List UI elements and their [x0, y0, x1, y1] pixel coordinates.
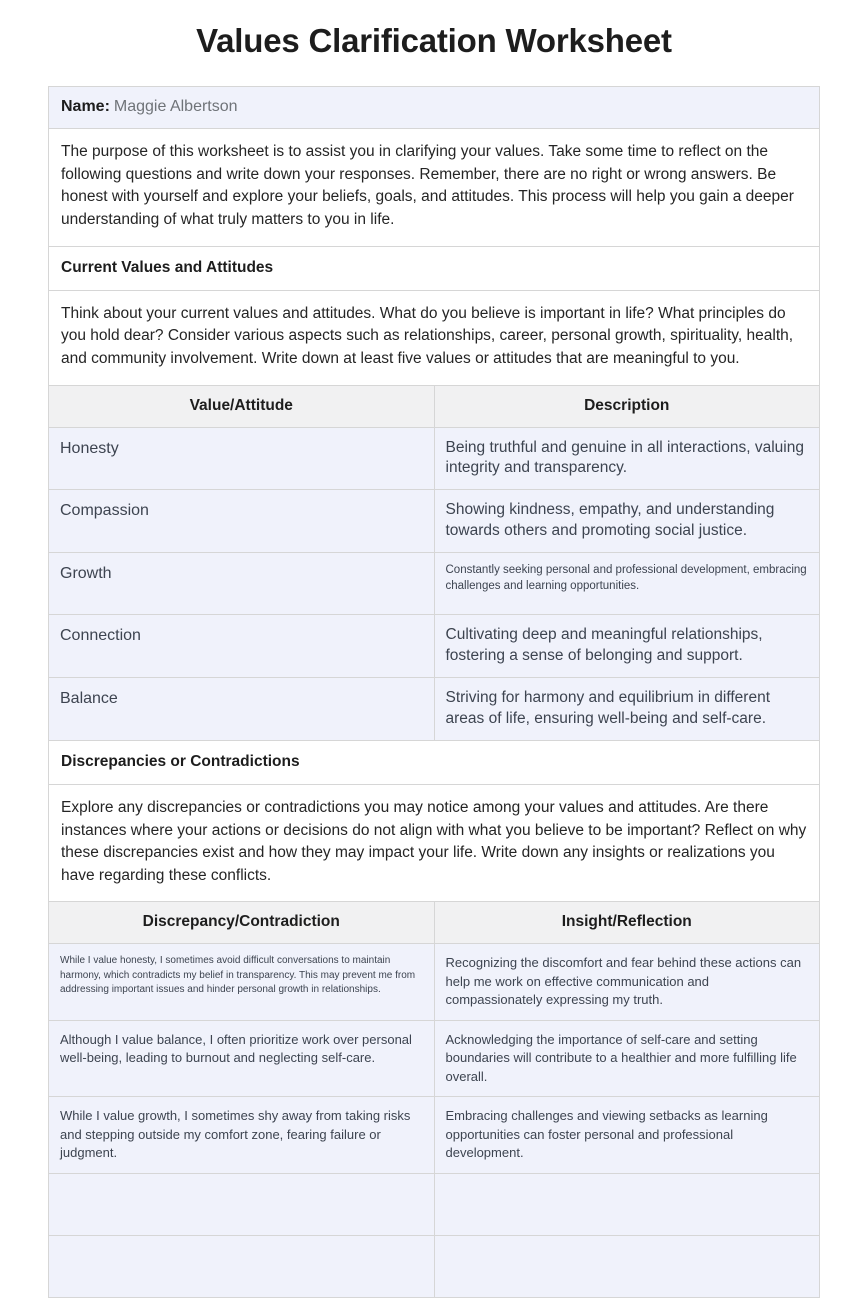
discrepancies-column-header-insight: Insight/Reflection [434, 902, 819, 944]
description-cell[interactable] [434, 490, 819, 553]
insight-cell[interactable] [434, 1173, 819, 1235]
value-cell[interactable] [49, 490, 434, 553]
insight-cell[interactable] [434, 1020, 819, 1096]
values-table [49, 386, 819, 741]
insight-text: Acknowledging the importance of self-care and setting boundaries will contribute to a healthier and more fulfilling life overall. [445, 1031, 797, 1084]
description-cell[interactable] [434, 615, 819, 678]
values-column-header-description: Description [434, 386, 819, 428]
table-row [49, 1235, 819, 1297]
name-row [49, 87, 819, 129]
value-cell[interactable] [49, 615, 434, 678]
worksheet-sheet [48, 86, 820, 1298]
section-heading-discrepancies: Discrepancies or Contradictions [49, 741, 819, 785]
intro-paragraph: The purpose of this worksheet is to assist you in clarifying your values. Take some time to reflect on the following questions and write down your responses. Remember, there are no right or wrong answers. Be honest with yourself and explore your beliefs, goals, and attitudes. This process will help you gain a deeper understanding of what truly matters to you in life. [49, 129, 819, 247]
table-row [49, 427, 819, 490]
description-cell[interactable] [434, 553, 819, 615]
value-cell[interactable] [49, 427, 434, 490]
discrepancy-cell[interactable] [49, 1020, 434, 1096]
discrepancies-table-header-row [49, 902, 819, 944]
discrepancy-cell[interactable] [49, 1235, 434, 1297]
table-row [49, 553, 819, 615]
page-title: Values Clarification Worksheet [196, 22, 672, 59]
insight-cell[interactable] [434, 1097, 819, 1173]
table-row [49, 1173, 819, 1235]
values-column-header-value: Value/Attitude [49, 386, 434, 428]
section-heading-current-values: Current Values and Attitudes [49, 247, 819, 291]
table-row [49, 490, 819, 553]
description-cell[interactable] [434, 427, 819, 490]
value-text: Balance [60, 690, 118, 708]
discrepancies-instructions: Explore any discrepancies or contradictions you may notice among your values and attitudes. Are there instances where your actions or decisions do not align with what you believe to be important? Reflect on why these discrepancies exist and how they may impact your life. Write down any insights or realizations you have regarding these conflicts. [49, 785, 819, 903]
description-text: Being truthful and genuine in all interactions, valuing integrity and transparency. [445, 438, 804, 477]
insight-text: Embracing challenges and viewing setbacks as learning opportunities can foster personal and professional development. [445, 1108, 768, 1161]
value-text: Compassion [60, 502, 149, 520]
discrepancies-column-header-discrepancy: Discrepancy/Contradiction [49, 902, 434, 944]
discrepancy-text: While I value honesty, I sometimes avoid difficult conversations to maintain harmony, which contradicts my belief in transparency. This may prevent me from addressing important issues and hinder personal growth in relationships. [60, 955, 416, 996]
description-text: Showing kindness, empathy, and understanding towards others and promoting social justice. [445, 501, 775, 540]
discrepancy-cell[interactable] [49, 1097, 434, 1173]
value-text: Growth [60, 565, 112, 583]
description-text: Striving for harmony and equilibrium in different areas of life, ensuring well-being and self-care. [445, 689, 771, 728]
table-row [49, 944, 819, 1020]
value-cell[interactable] [49, 553, 434, 615]
insight-text: Recognizing the discomfort and fear behind these actions can help me work on effective communication and compassionately expressing my truth. [445, 955, 802, 1008]
discrepancy-cell[interactable] [49, 944, 434, 1020]
table-row [49, 1020, 819, 1096]
value-text: Connection [60, 627, 141, 645]
value-text: Honesty [60, 439, 119, 457]
insight-cell[interactable] [434, 944, 819, 1020]
values-table-header-row [49, 386, 819, 428]
discrepancy-text: Although I value balance, I often prioritize work over personal well-being, leading to burnout and neglecting self-care. [60, 1031, 412, 1066]
table-row [49, 1097, 819, 1173]
current-values-instructions: Think about your current values and attitudes. What do you believe is important in life? What principles do you hold dear? Consider various aspects such as relationships, career, personal growth, spirituality, health, and community involvement. Write down at least five values or attitudes that are meaningful to you. [49, 291, 819, 386]
insight-cell[interactable] [434, 1235, 819, 1297]
table-row [49, 615, 819, 678]
discrepancies-table [49, 902, 819, 1297]
discrepancy-cell[interactable] [49, 1173, 434, 1235]
description-text: Cultivating deep and meaningful relationships, fostering a sense of belonging and support. [445, 626, 763, 665]
name-input[interactable]: Maggie Albertson [113, 98, 238, 115]
table-row [49, 678, 819, 741]
discrepancy-text: While I value growth, I sometimes shy away from taking risks and stepping outside my comfort zone, fearing failure or judgment. [60, 1108, 411, 1161]
description-cell[interactable] [434, 678, 819, 741]
value-cell[interactable] [49, 678, 434, 741]
description-text: Constantly seeking personal and professional development, embracing challenges and learning opportunities. [445, 564, 807, 592]
name-label: Name: [61, 98, 110, 115]
